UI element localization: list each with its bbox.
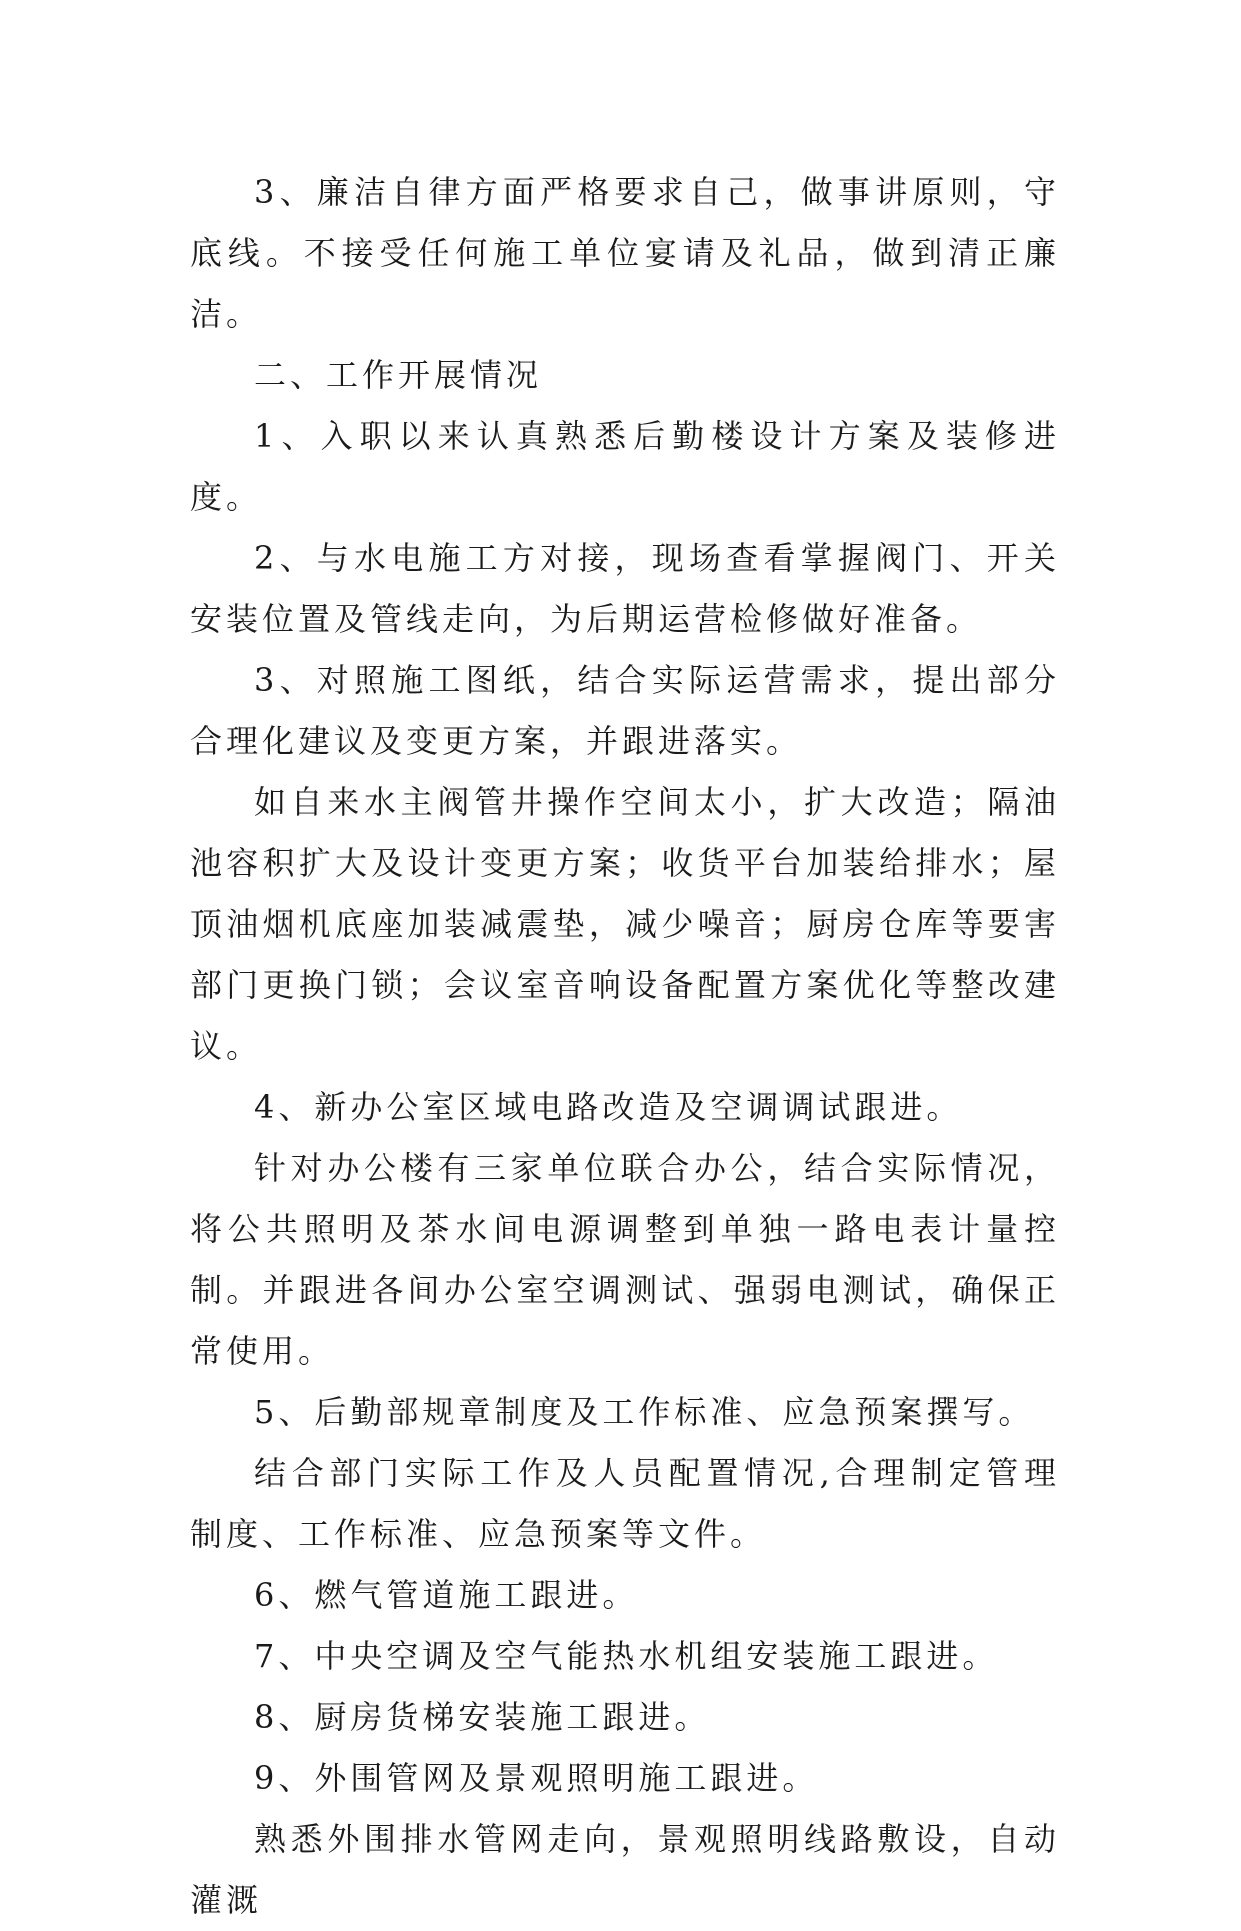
document-body: [190, 162, 1060, 1931]
paragraph-item-6: 6、燃气管道施工跟进。: [254, 1576, 639, 1614]
paragraph-item-9-detail: 熟悉外围排水管网走向，景观照明线路敷设，自动灌溉: [190, 1820, 1060, 1919]
paragraph-item-5: 5、后勤部规章制度及工作标准、应急预案撰写。: [254, 1393, 1035, 1431]
section-heading-work-progress: 二、工作开展情况: [254, 356, 543, 394]
paragraph-item-4: 4、新办公室区域电路改造及空调调试跟进。: [254, 1088, 963, 1126]
paragraph-item-3: 3、对照施工图纸，结合实际运营需求，提出部分合理化建议及变更方案，并跟进落实。: [190, 661, 1060, 760]
paragraph-item-3-detail: 如自来水主阀管井操作空间太小，扩大改造；隔油池容积扩大及设计变更方案；收货平台加装给排水；屋顶油烟机底座加装减震垫，减少噪音；厨房仓库等要害部门更换门锁；会议室音响设备配置方案优化等整改建议。: [190, 783, 1060, 1065]
paragraph-item-4-detail: 针对办公楼有三家单位联合办公，结合实际情况，将公共照明及茶水间电源调整到单独一路电表计量控制。并跟进各间办公室空调测试、强弱电测试，确保正常使用。: [190, 1149, 1060, 1370]
paragraph-item-7: 7、中央空调及空气能热水机组安装施工跟进。: [254, 1637, 999, 1675]
paragraph-integrity: 3、廉洁自律方面严格要求自己，做事讲原则，守底线。不接受任何施工单位宴请及礼品，做到清正廉洁。: [190, 173, 1060, 333]
paragraph-item-1: 1、入职以来认真熟悉后勤楼设计方案及装修进度。: [190, 417, 1060, 516]
paragraph-item-5-detail: 结合部门实际工作及人员配置情况,合理制定管理制度、工作标准、应急预案等文件。: [190, 1454, 1060, 1553]
paragraph-item-2: 2、与水电施工方对接，现场查看掌握阀门、开关安装位置及管线走向，为后期运营检修做好准备。: [190, 539, 1060, 638]
paragraph-item-8: 8、厨房货梯安装施工跟进。: [254, 1698, 711, 1736]
paragraph-item-9: 9、外围管网及景观照明施工跟进。: [254, 1759, 819, 1797]
